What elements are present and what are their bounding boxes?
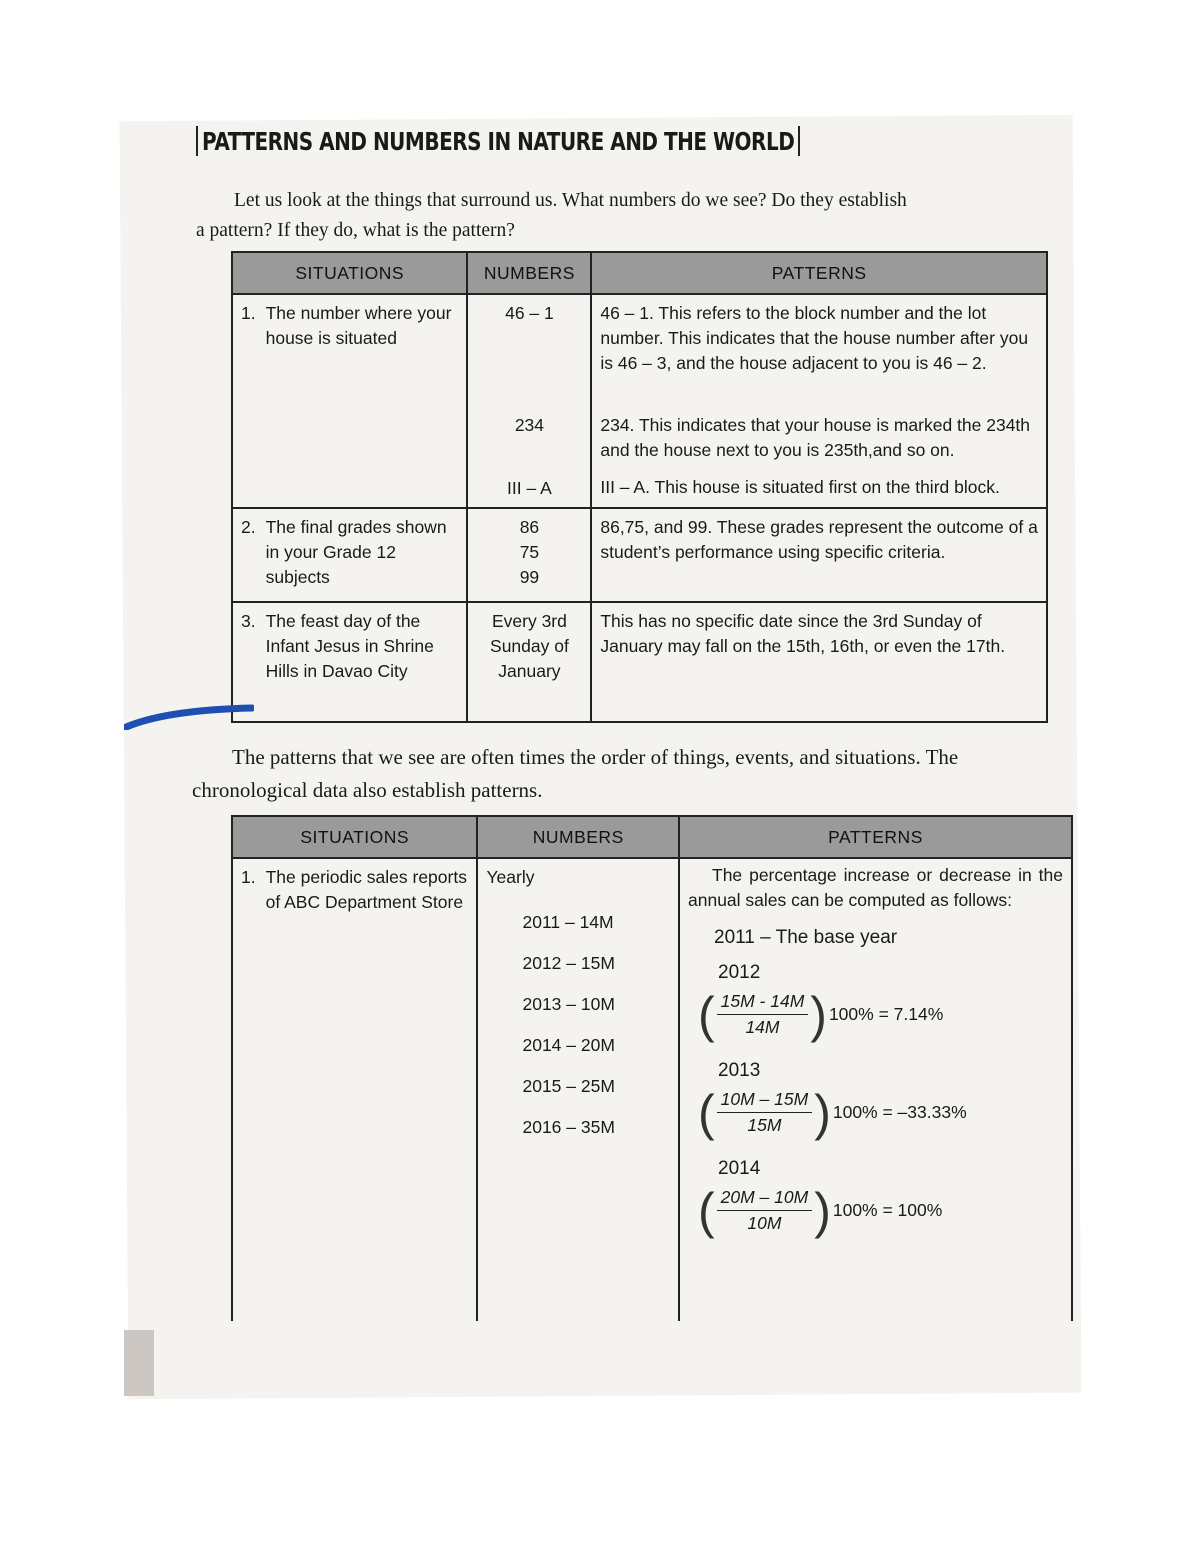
number-value: 234 [514, 415, 545, 435]
sales-value: 2013 – 10M [522, 994, 615, 1014]
formula-result: 100% = –33.33% [832, 1102, 967, 1122]
situation-text: The number where your house is situated [265, 303, 452, 348]
formula-numerator: 15M - 14M [717, 989, 809, 1015]
pattern-intro: The percentage increase or decrease in the annual sales can be computed as follows: [688, 865, 1063, 910]
grade-value: 75 [519, 542, 540, 562]
header-numbers: NUMBERS [477, 816, 679, 858]
pattern-text: 86,75, and 99. These grades represent the outcome of a student’s performance using specific criteria. [591, 508, 1047, 602]
sales-value: 2014 – 20M [522, 1035, 615, 1055]
header-patterns: PATTERNS [591, 252, 1047, 294]
numbers-title: Yearly [486, 867, 535, 887]
row-index: 2. [241, 517, 256, 537]
formula: ( $\frac{20M - 10M}{10M}$ ) 100% = 100% [698, 1182, 943, 1239]
formula-denominator: 14M [745, 1017, 780, 1037]
grade-value: 86 [519, 517, 540, 537]
middle-paragraph [192, 741, 1072, 807]
formula-numerator: 10M – 15M [717, 1087, 813, 1113]
table-header-row [232, 816, 1072, 858]
sales-value: 2012 – 15M [522, 953, 615, 973]
formula-numerator: 20M – 10M [717, 1185, 813, 1211]
situation-text: The feast day of the Infant Jesus in Shrine Hills in Davao City [265, 611, 434, 681]
grade-value: 99 [519, 567, 540, 587]
middle-line-1: The patterns that we see are often times the order of things, events, and situations. The [232, 745, 959, 769]
intro-line-1: Let us look at the things that surround us. What numbers do we see? Do they establish [234, 190, 907, 211]
formula-result: 100% = 100% [832, 1200, 943, 1220]
formula: ( $\frac{10M - 15M}{15M}$ ) 100% = –33.33% [698, 1084, 967, 1141]
header-patterns: PATTERNS [679, 816, 1072, 858]
pattern-text: 234. This indicates that your house is marked the 234th and the house next to you is 235th,and so on. [600, 415, 1031, 460]
calc-year: 2012 [718, 962, 761, 983]
middle-line-2: chronological data also establish patterns. [192, 778, 543, 802]
row-index: 3. [241, 611, 256, 631]
intro-paragraph [196, 186, 1046, 246]
situation-text: The periodic sales reports of ABC Department Store [265, 867, 467, 912]
pattern-text: 46 – 1. This refers to the block number and the lot number. This indicates that the house number after you is 46 – 3, and the house adjacent to you is 46 – 2. [600, 303, 1029, 373]
header-numbers: NUMBERS [467, 252, 591, 294]
pen-mark [124, 700, 254, 730]
patterns-table-2 [231, 815, 1073, 1321]
formula-denominator: 15M [747, 1115, 782, 1135]
pattern-text: III – A. This house is situated first on the third block. [600, 477, 1000, 497]
situation-text: The final grades shown in your Grade 12 subjects [265, 517, 447, 587]
page-title: PATTERNS AND NUMBERS IN NATURE AND THE WORLD [196, 126, 800, 156]
number-value: III – A [507, 478, 552, 498]
patterns-table-1 [231, 251, 1048, 723]
intro-line-2: a pattern? If they do, what is the pattern? [196, 220, 515, 241]
calc-year: 2014 [718, 1158, 761, 1179]
formula: ( $\frac{15M - 14M}{14M}$ ) 100% = 7.14% [698, 986, 944, 1043]
formula-denominator: 10M [747, 1213, 782, 1233]
header-situations: SITUATIONS [232, 816, 477, 858]
base-year-text: 2011 – The base year [714, 927, 898, 948]
calc-year: 2013 [718, 1060, 761, 1081]
table-header-row [232, 252, 1047, 294]
header-situations: SITUATIONS [232, 252, 467, 294]
page-shadow [124, 1330, 154, 1396]
pattern-text: This has no specific date since the 3rd Sunday of January may fall on the 15th, 16th, or even the 17th. [591, 602, 1047, 722]
sales-value: 2011 – 14M [522, 912, 614, 932]
number-value: Every 3rd Sunday of January [467, 602, 591, 722]
row-index: 1. [241, 303, 256, 323]
table-row [232, 294, 1047, 508]
table-row [232, 602, 1047, 722]
table-row [232, 858, 1072, 1321]
number-value: 46 – 1 [505, 303, 554, 323]
formula-result: 100% = 7.14% [828, 1004, 944, 1024]
sales-value: 2016 – 35M [522, 1117, 615, 1137]
table-row [232, 508, 1047, 602]
sales-value: 2015 – 25M [522, 1076, 615, 1096]
row-index: 1. [241, 867, 256, 887]
